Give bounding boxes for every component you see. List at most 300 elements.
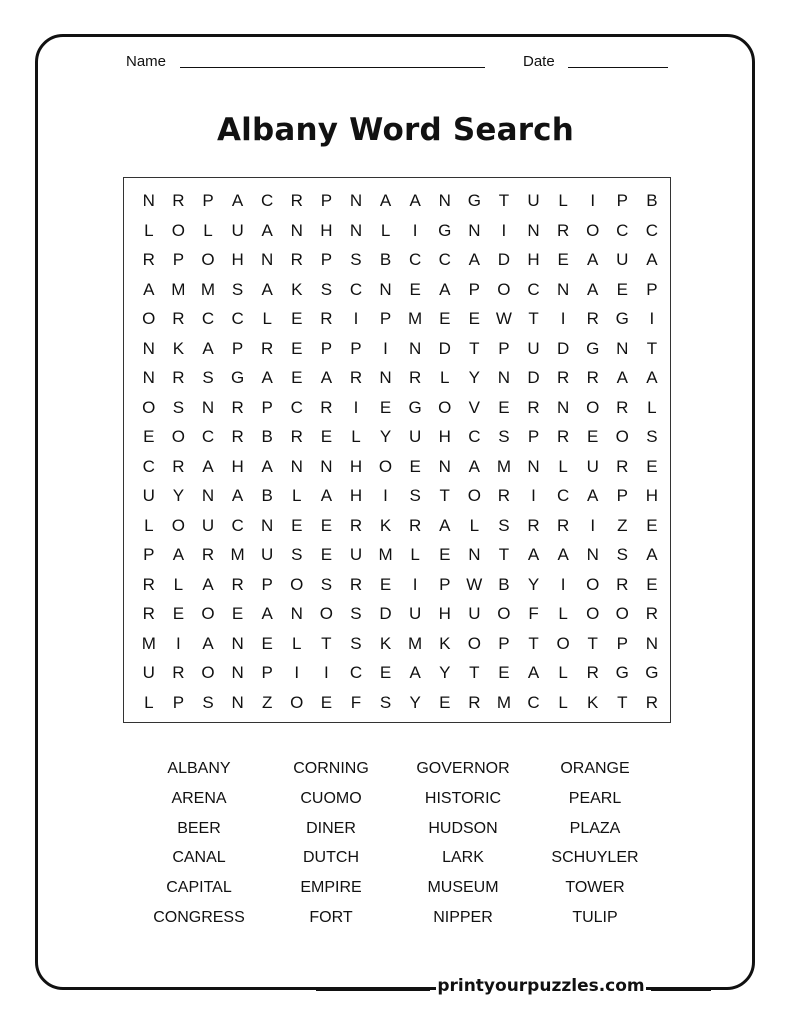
word-list-item: CORNING [293, 760, 369, 777]
grid-letter: U [527, 191, 540, 210]
date-field-line [568, 67, 668, 68]
grid-letter: H [231, 456, 244, 476]
grid-letter: R [556, 220, 570, 240]
grid-letter: O [201, 663, 215, 682]
grid-letter: U [349, 545, 363, 564]
grid-letter: N [527, 456, 540, 476]
grid-letter: E [320, 515, 333, 535]
grid-letter: N [261, 250, 274, 269]
word-list-item: CUOMO [300, 789, 362, 807]
grid-letter: N [497, 368, 511, 387]
grid-letter: R [172, 456, 185, 476]
grid-letter: E [557, 250, 569, 269]
grid-letter: A [202, 338, 214, 358]
grid-letter: E [320, 692, 333, 712]
grid-letter: R [616, 456, 629, 476]
grid-letter: T [469, 338, 480, 358]
word-list-item: CANAL [172, 849, 226, 867]
grid-letter: H [645, 486, 659, 505]
grid-letter: A [320, 368, 333, 387]
date-label: Date [523, 53, 555, 70]
grid-letter: E [409, 456, 421, 476]
grid-letter: N [231, 633, 244, 653]
grid-letter: T [321, 633, 332, 653]
grid-letter: M [408, 633, 423, 653]
grid-letter: E [439, 692, 451, 712]
grid-letter: M [200, 279, 216, 299]
grid-letter: B [498, 574, 510, 594]
grid-letter: P [143, 545, 155, 564]
grid-letter: U [409, 604, 422, 623]
grid-letter: E [379, 397, 392, 417]
grid-letter: R [527, 397, 540, 417]
grid-letter: R [172, 663, 185, 682]
grid-letter: I [412, 574, 418, 594]
grid-letter: R [290, 191, 303, 210]
word-list-item: PEARL [568, 789, 622, 807]
grid-letter: G [230, 368, 245, 387]
grid-letter: M [378, 545, 393, 564]
grid-letter: R [231, 574, 244, 594]
grid-letter: O [171, 220, 185, 240]
grid-letter: P [231, 338, 244, 358]
grid-letter: N [468, 545, 481, 564]
grid-letter: N [468, 220, 481, 240]
grid-letter: A [202, 574, 214, 594]
grid-letter: C [231, 309, 244, 328]
grid-letter: L [144, 220, 154, 240]
grid-letter: Z [617, 515, 628, 535]
grid-letter: E [646, 574, 658, 594]
grid-letter: A [320, 486, 333, 505]
grid-letter: R [172, 191, 185, 210]
grid-letter: O [290, 574, 304, 594]
grid-letter: U [527, 338, 540, 358]
grid-letter: N [231, 663, 244, 682]
grid-letter: O [467, 486, 481, 505]
grid-letter: G [438, 220, 452, 240]
word-list-item: GOVERNOR [416, 760, 510, 777]
grid-letter: O [290, 692, 304, 712]
grid-letter: I [294, 663, 300, 682]
grid-letter: B [646, 191, 658, 210]
grid-letter: L [292, 486, 302, 505]
grid-letter: D [379, 604, 392, 623]
grid-letter: N [379, 368, 392, 387]
grid-letter: E [291, 515, 303, 535]
grid-letter: A [202, 633, 214, 653]
grid-letter: E [143, 427, 155, 446]
grid-letter: R [349, 368, 363, 387]
grid-letter: O [615, 604, 629, 623]
word-list-item: HISTORIC [424, 789, 502, 807]
grid-letter: C [409, 250, 422, 269]
grid-letter: G [615, 663, 629, 682]
grid-letter: R [556, 427, 570, 446]
page-title: Albany Word Search [216, 112, 575, 148]
grid-letter: R [497, 486, 511, 505]
grid-letter: R [201, 545, 215, 564]
grid-letter: S [409, 486, 421, 505]
grid-letter: A [468, 456, 480, 476]
grid-letter: U [616, 250, 629, 269]
letter-grid-cells [134, 186, 667, 717]
grid-letter: L [410, 545, 420, 564]
grid-letter: N [349, 191, 363, 210]
grid-letter: G [408, 397, 422, 417]
grid-letter: Y [172, 486, 185, 505]
grid-letter: N [290, 220, 303, 240]
grid-letter: C [349, 279, 363, 299]
grid-letter: R [556, 368, 570, 387]
grid-letter: U [142, 486, 155, 505]
grid-letter: C [349, 663, 363, 682]
grid-letter: D [556, 338, 570, 358]
grid-letter: L [262, 309, 272, 328]
grid-letter: A [587, 279, 599, 299]
grid-letter: D [497, 250, 511, 269]
word-list-item: NIPPER [433, 908, 493, 926]
grid-letter: C [527, 692, 540, 712]
grid-letter: L [558, 604, 568, 623]
grid-letter: N [616, 338, 629, 358]
grid-letter: S [320, 574, 333, 594]
word-list-item: TULIP [572, 908, 618, 926]
letter-grid [123, 177, 671, 723]
grid-letter: N [645, 633, 659, 653]
grid-letter: L [203, 220, 213, 240]
grid-letter: C [438, 250, 451, 269]
grid-letter: R [261, 338, 274, 358]
grid-letter: S [172, 397, 185, 417]
grid-letter: I [383, 338, 388, 358]
grid-letter: U [409, 427, 422, 446]
grid-letter: O [201, 604, 215, 623]
grid-letter: T [439, 486, 450, 505]
footer-rule-left [316, 988, 430, 991]
grid-letter: O [378, 456, 393, 476]
word-list-item: LARK [442, 849, 484, 867]
grid-letter: E [439, 545, 451, 564]
grid-letter: T [498, 545, 510, 564]
grid-letter: I [649, 309, 655, 328]
grid-letter: U [231, 220, 244, 240]
grid-letter: P [202, 191, 214, 210]
grid-letter: R [586, 309, 599, 328]
word-list-item: DUTCH [303, 849, 359, 867]
word-list-item: HUDSON [428, 819, 498, 837]
grid-letter: P [616, 191, 628, 210]
grid-letter: R [349, 515, 363, 535]
grid-letter: L [558, 663, 568, 682]
grid-letter: T [528, 309, 539, 328]
grid-letter: N [527, 220, 540, 240]
grid-letter: P [616, 486, 628, 505]
grid-letter: B [261, 427, 273, 446]
grid-letter: K [291, 279, 303, 299]
grid-letter: S [320, 279, 333, 299]
grid-letter: Y [527, 574, 540, 594]
grid-letter: L [144, 515, 154, 535]
grid-letter: R [586, 368, 599, 387]
grid-letter: U [468, 604, 481, 623]
grid-letter: K [379, 515, 392, 535]
grid-letter: O [586, 397, 600, 417]
grid-letter: R [290, 250, 303, 269]
grid-letter: A [527, 663, 540, 682]
word-list-item: MUSEUM [427, 879, 499, 897]
grid-letter: C [201, 427, 215, 446]
grid-letter: M [496, 456, 511, 476]
grid-letter: E [291, 338, 303, 358]
grid-letter: R [320, 397, 333, 417]
grid-letter: L [558, 191, 568, 210]
grid-letter: E [646, 515, 658, 535]
grid-letter: E [646, 456, 658, 476]
grid-letter: R [172, 309, 185, 328]
grid-letter: O [586, 220, 600, 240]
grid-letter: A [616, 368, 628, 387]
grid-letter: R [320, 309, 333, 328]
grid-letter: N [320, 456, 333, 476]
grid-letter: E [439, 309, 451, 328]
grid-letter: A [409, 663, 421, 682]
grid-letter: N [438, 456, 451, 476]
grid-letter: S [616, 545, 628, 564]
grid-letter: P [261, 574, 273, 594]
grid-letter: R [290, 427, 303, 446]
grid-letter: L [469, 515, 480, 535]
grid-letter: I [353, 309, 359, 328]
grid-letter: N [438, 191, 451, 210]
grid-letter: Y [468, 368, 480, 387]
grid-letter: L [440, 368, 450, 387]
grid-letter: O [201, 250, 215, 269]
grid-letter: L [647, 397, 657, 417]
grid-letter: I [412, 220, 418, 240]
grid-letter: R [231, 427, 244, 446]
grid-letter: A [261, 456, 273, 476]
word-list [133, 757, 661, 936]
grid-letter: I [383, 486, 388, 505]
grid-letter: P [320, 338, 333, 358]
grid-letter: D [527, 368, 540, 387]
grid-letter: E [291, 368, 303, 387]
grid-letter: F [528, 604, 539, 623]
grid-letter: N [379, 279, 392, 299]
grid-letter: R [645, 604, 659, 623]
grid-letter: S [646, 427, 658, 446]
grid-letter: L [173, 574, 184, 594]
grid-letter: L [351, 427, 361, 446]
grid-letter: F [350, 692, 362, 712]
grid-letter: C [290, 397, 303, 417]
grid-letter: I [176, 633, 181, 653]
grid-letter: S [291, 545, 303, 564]
grid-letter: P [261, 663, 273, 682]
grid-letter: E [320, 427, 333, 446]
grid-letter: R [172, 368, 185, 387]
grid-letter: S [498, 427, 510, 446]
grid-letter: T [528, 633, 539, 653]
grid-letter: R [468, 692, 481, 712]
grid-letter: O [171, 515, 185, 535]
grid-letter: Y [439, 663, 451, 682]
grid-letter: V [468, 397, 480, 417]
grid-letter: T [587, 633, 598, 653]
word-list-item: EMPIRE [300, 879, 362, 897]
grid-letter: M [408, 309, 423, 328]
grid-letter: A [261, 368, 273, 387]
grid-letter: I [560, 574, 566, 594]
grid-letter: N [142, 191, 155, 210]
grid-letter: P [498, 633, 510, 653]
grid-letter: N [201, 486, 215, 505]
grid-letter: R [616, 397, 629, 417]
grid-letter: E [587, 427, 599, 446]
grid-letter: O [615, 427, 629, 446]
grid-letter: A [202, 456, 214, 476]
grid-letter: R [409, 368, 422, 387]
grid-letter: A [231, 486, 244, 505]
grid-letter: N [261, 515, 274, 535]
grid-letter: R [586, 663, 599, 682]
grid-letter: P [379, 309, 392, 328]
grid-letter: Y [379, 427, 392, 446]
grid-letter: P [261, 397, 273, 417]
grid-letter: M [496, 692, 511, 712]
grid-letter: T [646, 338, 658, 358]
grid-letter: P [320, 250, 333, 269]
grid-letter: H [438, 427, 451, 446]
grid-letter: A [587, 486, 599, 505]
grid-letter: O [586, 574, 600, 594]
grid-letter: E [498, 397, 510, 417]
grid-letter: N [231, 692, 244, 712]
grid-letter: S [498, 515, 510, 535]
grid-letter: A [172, 545, 185, 564]
grid-letter: A [143, 279, 155, 299]
grid-letter: N [142, 338, 155, 358]
grid-letter: G [467, 191, 481, 210]
grid-letter: P [468, 279, 480, 299]
grid-letter: R [556, 515, 570, 535]
grid-letter: O [319, 604, 333, 623]
grid-letter: G [586, 338, 600, 358]
grid-letter: P [439, 574, 451, 594]
grid-letter: U [261, 545, 274, 564]
grid-letter: O [497, 279, 511, 299]
grid-letter: I [501, 220, 507, 240]
grid-letter: H [231, 250, 244, 269]
word-list-item: ALBANY [167, 760, 231, 777]
grid-letter: C [616, 220, 629, 240]
grid-letter: C [556, 486, 570, 505]
word-list-item: PLAZA [569, 819, 621, 837]
grid-letter: S [379, 692, 392, 712]
grid-letter: E [409, 279, 421, 299]
grid-letter: I [323, 663, 329, 682]
grid-letter: O [142, 309, 156, 328]
grid-letter: R [645, 692, 659, 712]
grid-letter: N [142, 368, 155, 387]
grid-letter: E [172, 604, 185, 623]
grid-letter: W [466, 574, 483, 594]
grid-letter: M [171, 279, 186, 299]
grid-letter: Y [409, 692, 421, 712]
grid-letter: P [320, 191, 333, 210]
grid-letter: P [498, 338, 510, 358]
grid-letter: I [590, 191, 596, 210]
grid-letter: N [290, 604, 303, 623]
grid-letter: A [231, 191, 244, 210]
grid-letter: A [468, 250, 480, 269]
grid-letter: B [379, 250, 392, 269]
grid-letter: P [172, 250, 185, 269]
grid-letter: W [495, 309, 512, 328]
grid-letter: K [379, 633, 392, 653]
grid-letter: S [350, 250, 362, 269]
grid-letter: S [231, 279, 244, 299]
grid-letter: K [439, 633, 451, 653]
grid-letter: H [438, 604, 451, 623]
grid-letter: L [144, 692, 154, 712]
grid-letter: C [142, 456, 155, 476]
grid-letter: A [409, 191, 421, 210]
grid-letter: C [527, 279, 540, 299]
grid-letter: K [587, 692, 599, 712]
grid-letter: Z [261, 692, 273, 712]
grid-letter: A [261, 604, 273, 623]
grid-letter: O [586, 604, 600, 623]
name-label: Name [126, 53, 167, 70]
grid-letter: C [261, 191, 274, 210]
word-list-item: TOWER [565, 879, 625, 897]
grid-letter: U [201, 515, 215, 535]
grid-letter: N [556, 279, 570, 299]
grid-letter: O [497, 604, 511, 623]
word-list-item: SCHUYLER [551, 849, 639, 867]
footer-rule-right [651, 988, 711, 991]
grid-letter: R [616, 574, 629, 594]
grid-letter: E [231, 604, 244, 623]
grid-letter: A [379, 191, 392, 210]
grid-letter: L [558, 692, 568, 712]
grid-letter: O [467, 633, 481, 653]
grid-letter: A [439, 279, 451, 299]
word-list-item: BEER [177, 819, 221, 837]
grid-letter: H [527, 250, 540, 269]
grid-letter: R [349, 574, 363, 594]
grid-letter: P [646, 279, 658, 299]
grid-letter: P [527, 427, 540, 446]
grid-letter: H [349, 456, 363, 476]
grid-letter: G [615, 309, 629, 328]
grid-letter: P [172, 692, 185, 712]
grid-letter: A [557, 545, 569, 564]
grid-letter: H [320, 220, 333, 240]
footer-site: printyourpuzzles.com [437, 976, 645, 996]
grid-letter: O [438, 397, 452, 417]
word-list-item: DINER [306, 819, 356, 837]
grid-letter: I [560, 309, 566, 328]
grid-letter: N [201, 397, 215, 417]
grid-letter: N [556, 397, 570, 417]
word-list-item: CONGRESS [153, 908, 245, 926]
grid-letter: P [350, 338, 362, 358]
grid-letter: K [172, 338, 185, 358]
grid-letter: S [202, 692, 214, 712]
